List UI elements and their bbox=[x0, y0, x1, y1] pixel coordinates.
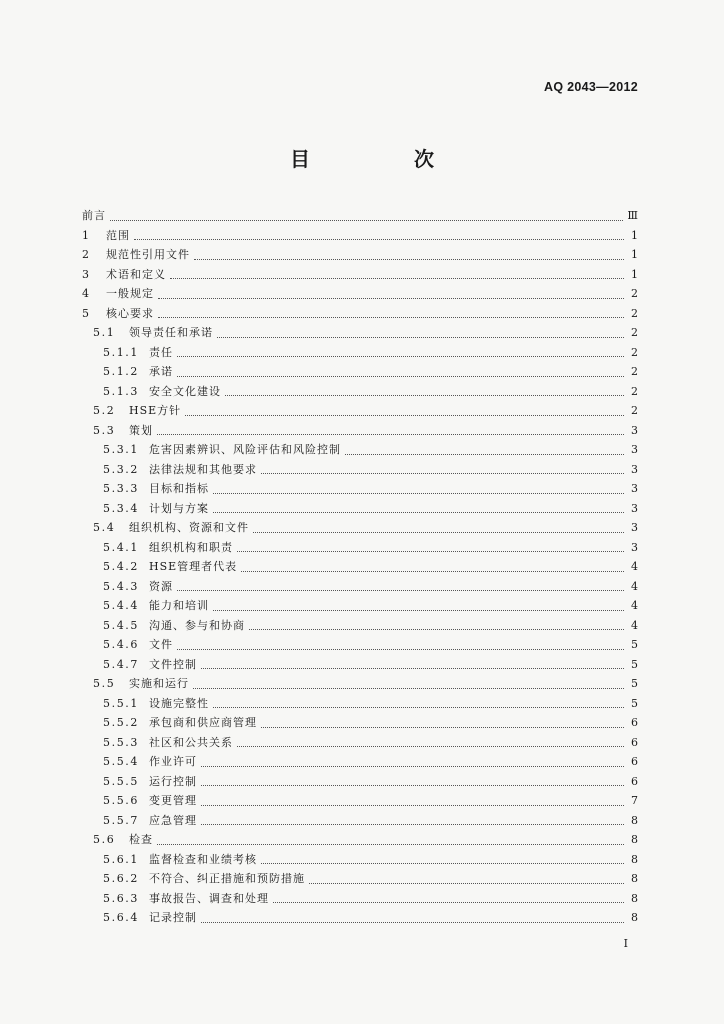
dot-leader bbox=[157, 421, 624, 441]
toc-entry-page: 2 bbox=[631, 345, 638, 359]
toc-entry-page: 8 bbox=[631, 813, 638, 827]
toc-entry-page: 8 bbox=[631, 852, 638, 866]
toc-entry-title: 规范性引用文件 bbox=[106, 248, 190, 261]
toc-entry-number: 5.5.1 bbox=[103, 696, 139, 710]
toc-entry-page: 7 bbox=[631, 794, 638, 807]
toc-entry-title: 责任 bbox=[149, 345, 173, 359]
toc-entry-page: 4 bbox=[631, 599, 638, 612]
toc-entry-page: 5 bbox=[631, 677, 638, 690]
toc-entry-page: 5 bbox=[631, 657, 638, 671]
dot-leader bbox=[201, 908, 624, 928]
toc-entry[interactable] bbox=[82, 382, 638, 402]
toc-entry-title: 危害因素辨识、风险评估和风险控制 bbox=[149, 443, 341, 456]
toc-entry-title: 法律法规和其他要求 bbox=[149, 462, 257, 476]
toc-entry-page: 6 bbox=[631, 774, 638, 788]
toc-entry-title: 安全文化建设 bbox=[149, 384, 221, 398]
dot-leader bbox=[185, 401, 624, 421]
toc-entry-page: 8 bbox=[631, 833, 638, 846]
toc-entry-title: 文件控制 bbox=[149, 657, 197, 671]
toc-entry-page: 8 bbox=[631, 891, 638, 905]
toc-entry-title: 资源 bbox=[149, 579, 173, 593]
toc-entry-number: 5.6.2 bbox=[103, 872, 139, 885]
toc-entry[interactable] bbox=[82, 557, 638, 577]
dot-leader bbox=[170, 265, 624, 285]
toc-entry-number: 5.6.4 bbox=[103, 911, 139, 924]
toc-entry-title: 领导责任和承诺 bbox=[129, 326, 213, 339]
dot-leader bbox=[225, 382, 624, 402]
dot-leader bbox=[241, 557, 624, 577]
toc-entry-title: 承诺 bbox=[149, 365, 173, 378]
toc-entry-title: 记录控制 bbox=[149, 911, 197, 924]
toc-entry[interactable] bbox=[82, 499, 638, 519]
toc-entry[interactable] bbox=[82, 304, 638, 324]
dot-leader bbox=[261, 850, 624, 870]
toc-entry-page: 5 bbox=[631, 696, 638, 710]
toc-entry-number: 2 bbox=[82, 248, 91, 261]
toc-entry-page: 6 bbox=[631, 735, 638, 749]
toc-entry[interactable] bbox=[82, 245, 638, 265]
toc-entry-number: 5.1.2 bbox=[103, 365, 139, 378]
toc-entry-number: 5.3.4 bbox=[103, 501, 139, 515]
toc-entry-title: HSE方针 bbox=[129, 404, 182, 417]
toc-entry-number: 5.3.1 bbox=[103, 443, 139, 456]
toc-entry-title: 监督检查和业绩考核 bbox=[149, 852, 257, 866]
dot-leader bbox=[249, 616, 624, 636]
toc-entry-title: 术语和定义 bbox=[106, 267, 166, 281]
toc-entry[interactable] bbox=[82, 343, 638, 363]
toc-entry-number: 4 bbox=[82, 287, 91, 300]
toc-entry-page: 2 bbox=[631, 384, 638, 398]
toc-entry-number: 5.1.1 bbox=[103, 345, 139, 359]
toc-entry-number: 5.4.1 bbox=[103, 540, 139, 554]
toc-entry-number: 5.4.6 bbox=[103, 638, 139, 651]
dot-leader bbox=[158, 284, 624, 304]
dot-leader bbox=[158, 304, 624, 324]
dot-leader bbox=[193, 674, 624, 694]
toc-entry-page: 8 bbox=[631, 872, 638, 885]
toc-entry[interactable] bbox=[82, 772, 638, 792]
dot-leader bbox=[261, 713, 624, 733]
toc-entry-title: 前言 bbox=[82, 209, 106, 222]
toc-entry-page: 2 bbox=[631, 287, 638, 300]
toc-entry-page: 3 bbox=[631, 501, 638, 515]
toc-entry[interactable] bbox=[82, 850, 638, 870]
toc-entry-page: 1 bbox=[631, 248, 638, 261]
toc-entry-number: 5.5.2 bbox=[103, 716, 139, 729]
toc-entry-title: 计划与方案 bbox=[149, 501, 209, 515]
toc-entry-title: 一般规定 bbox=[106, 287, 154, 300]
toc-entry-number: 3 bbox=[82, 267, 91, 281]
toc-entry-page: 4 bbox=[631, 560, 638, 573]
toc-entry-number: 5.5.7 bbox=[103, 813, 139, 827]
toc-title: 目 次 bbox=[290, 147, 476, 171]
dot-leader bbox=[201, 791, 624, 811]
dot-leader bbox=[213, 499, 624, 519]
toc-entry-number: 5.6.1 bbox=[103, 852, 139, 866]
toc-entry-page: 2 bbox=[631, 326, 638, 339]
toc-entry-title: 组织机构和职责 bbox=[149, 540, 233, 554]
toc-entry-page: 2 bbox=[631, 404, 638, 417]
toc-entry-number: 5.5.6 bbox=[103, 794, 139, 807]
toc-entry-number: 5.5.4 bbox=[103, 755, 139, 768]
toc-entry-page: 3 bbox=[631, 462, 638, 476]
toc-entry-page: 3 bbox=[631, 521, 638, 534]
dot-leader bbox=[273, 889, 624, 909]
toc-entry[interactable] bbox=[82, 616, 638, 636]
toc-entry-page: Ⅲ bbox=[627, 209, 638, 222]
toc-entry-title: 检查 bbox=[129, 833, 153, 846]
dot-leader bbox=[261, 460, 624, 480]
toc-entry[interactable] bbox=[82, 440, 638, 460]
toc-entry-number: 5.5 bbox=[93, 677, 116, 690]
toc-entry-title: 能力和培训 bbox=[149, 599, 209, 612]
dot-leader bbox=[217, 323, 624, 343]
toc-entry-number: 5.1 bbox=[93, 326, 116, 339]
toc-entry-number: 1 bbox=[82, 228, 91, 242]
toc-entry-number: 5.3.2 bbox=[103, 462, 139, 476]
toc-entry[interactable] bbox=[82, 577, 638, 597]
toc-entry-title: 范围 bbox=[106, 228, 130, 242]
toc-entry-page: 3 bbox=[631, 443, 638, 456]
toc-entry-number: 5 bbox=[82, 306, 91, 320]
toc-entry-number: 5.4.4 bbox=[103, 599, 139, 612]
toc-entry-page: 2 bbox=[631, 306, 638, 320]
dot-leader bbox=[253, 518, 624, 538]
toc-entry[interactable] bbox=[82, 908, 638, 928]
toc-entry-number: 5.1.3 bbox=[103, 384, 139, 398]
dot-leader bbox=[201, 655, 624, 675]
toc-entry[interactable] bbox=[82, 791, 638, 811]
dot-leader bbox=[201, 772, 624, 792]
dot-leader bbox=[177, 362, 624, 382]
toc-entry[interactable] bbox=[82, 830, 638, 850]
dot-leader bbox=[177, 343, 624, 363]
dot-leader bbox=[157, 830, 624, 850]
toc-entry-title: 核心要求 bbox=[106, 306, 154, 320]
toc-entry-number: 5.6 bbox=[93, 833, 116, 846]
toc-entry-number: 5.5.3 bbox=[103, 735, 139, 749]
toc-entry[interactable] bbox=[82, 284, 638, 304]
toc-entry-title: 不符合、纠正措施和预防措施 bbox=[149, 872, 305, 885]
toc-entry-title: 策划 bbox=[129, 423, 153, 437]
toc-entry-number: 5.4 bbox=[93, 521, 116, 534]
toc-entry-number: 5.4.7 bbox=[103, 657, 139, 671]
toc-entry[interactable] bbox=[82, 265, 638, 285]
dot-leader bbox=[201, 752, 624, 772]
toc-entry-title: 设施完整性 bbox=[149, 696, 209, 710]
dot-leader bbox=[213, 479, 624, 499]
toc-entry[interactable] bbox=[82, 421, 638, 441]
toc-entry[interactable] bbox=[82, 401, 638, 421]
toc-entry[interactable] bbox=[82, 323, 638, 343]
toc-entry[interactable] bbox=[82, 811, 638, 831]
dot-leader bbox=[201, 811, 624, 831]
toc-entry-page: 2 bbox=[631, 365, 638, 378]
dot-leader bbox=[134, 226, 624, 246]
toc-entry-title: 作业许可 bbox=[149, 755, 197, 768]
toc-entry[interactable] bbox=[82, 596, 638, 616]
toc-entry-number: 5.3 bbox=[93, 423, 116, 437]
toc-entry[interactable] bbox=[82, 362, 638, 382]
toc-entry-page: 6 bbox=[631, 755, 638, 768]
standard-code: AQ 2043—2012 bbox=[544, 80, 638, 94]
toc-entry-page: 4 bbox=[631, 618, 638, 632]
toc-entry-title: 目标和指标 bbox=[149, 482, 209, 495]
toc-entry[interactable] bbox=[82, 479, 638, 499]
toc-entry-title: 承包商和供应商管理 bbox=[149, 716, 257, 729]
page-number: I bbox=[623, 937, 628, 950]
toc-entry-title: 运行控制 bbox=[149, 774, 197, 788]
toc-entry[interactable] bbox=[82, 733, 638, 753]
toc-entry-title: 事故报告、调查和处理 bbox=[149, 891, 269, 905]
toc-entry[interactable] bbox=[82, 655, 638, 675]
toc-entry-number: 5.5.5 bbox=[103, 774, 139, 788]
toc-entry-number: 5.4.5 bbox=[103, 618, 139, 632]
toc-entry[interactable] bbox=[82, 713, 638, 733]
toc-entry-number: 5.2 bbox=[93, 404, 116, 417]
toc-entry-page: 4 bbox=[631, 579, 638, 593]
dot-leader bbox=[194, 245, 624, 265]
toc-entry-title: 文件 bbox=[149, 638, 173, 651]
toc-entry[interactable] bbox=[82, 518, 638, 538]
toc-entry[interactable] bbox=[82, 869, 638, 889]
toc-entry-page: 6 bbox=[631, 716, 638, 729]
table-of-contents bbox=[82, 206, 638, 928]
toc-entry-title: 变更管理 bbox=[149, 794, 197, 807]
toc-entry-number: 5.4.2 bbox=[103, 560, 139, 573]
toc-entry[interactable] bbox=[82, 460, 638, 480]
dot-leader bbox=[345, 440, 624, 460]
toc-entry[interactable] bbox=[82, 538, 638, 558]
dot-leader bbox=[213, 596, 624, 616]
toc-entry-page: 1 bbox=[631, 267, 638, 281]
toc-entry-title: 实施和运行 bbox=[129, 677, 189, 690]
toc-entry[interactable] bbox=[82, 226, 638, 246]
dot-leader bbox=[237, 538, 624, 558]
toc-entry-page: 3 bbox=[631, 482, 638, 495]
toc-entry[interactable] bbox=[82, 752, 638, 772]
toc-entry[interactable] bbox=[82, 674, 638, 694]
toc-entry-page: 1 bbox=[631, 228, 638, 242]
toc-entry-number: 5.3.3 bbox=[103, 482, 139, 495]
toc-entry[interactable] bbox=[82, 694, 638, 714]
dot-leader bbox=[309, 869, 624, 889]
toc-entry-page: 3 bbox=[631, 540, 638, 554]
toc-entry-title: 组织机构、资源和文件 bbox=[129, 521, 249, 534]
toc-entry-page: 3 bbox=[631, 423, 638, 437]
toc-entry-number: 5.6.3 bbox=[103, 891, 139, 905]
toc-entry-title: HSE管理者代表 bbox=[149, 560, 238, 573]
toc-entry[interactable] bbox=[82, 889, 638, 909]
dot-leader bbox=[237, 733, 624, 753]
toc-entry-title: 社区和公共关系 bbox=[149, 735, 233, 749]
toc-entry[interactable] bbox=[82, 206, 638, 226]
dot-leader bbox=[177, 635, 624, 655]
toc-entry[interactable] bbox=[82, 635, 638, 655]
toc-entry-page: 8 bbox=[631, 911, 638, 924]
toc-entry-number: 5.4.3 bbox=[103, 579, 139, 593]
dot-leader bbox=[177, 577, 624, 597]
toc-entry-title: 应急管理 bbox=[149, 813, 197, 827]
dot-leader bbox=[213, 694, 624, 714]
toc-entry-title: 沟通、参与和协商 bbox=[149, 618, 245, 632]
dot-leader bbox=[110, 206, 623, 226]
toc-entry-page: 5 bbox=[631, 638, 638, 651]
